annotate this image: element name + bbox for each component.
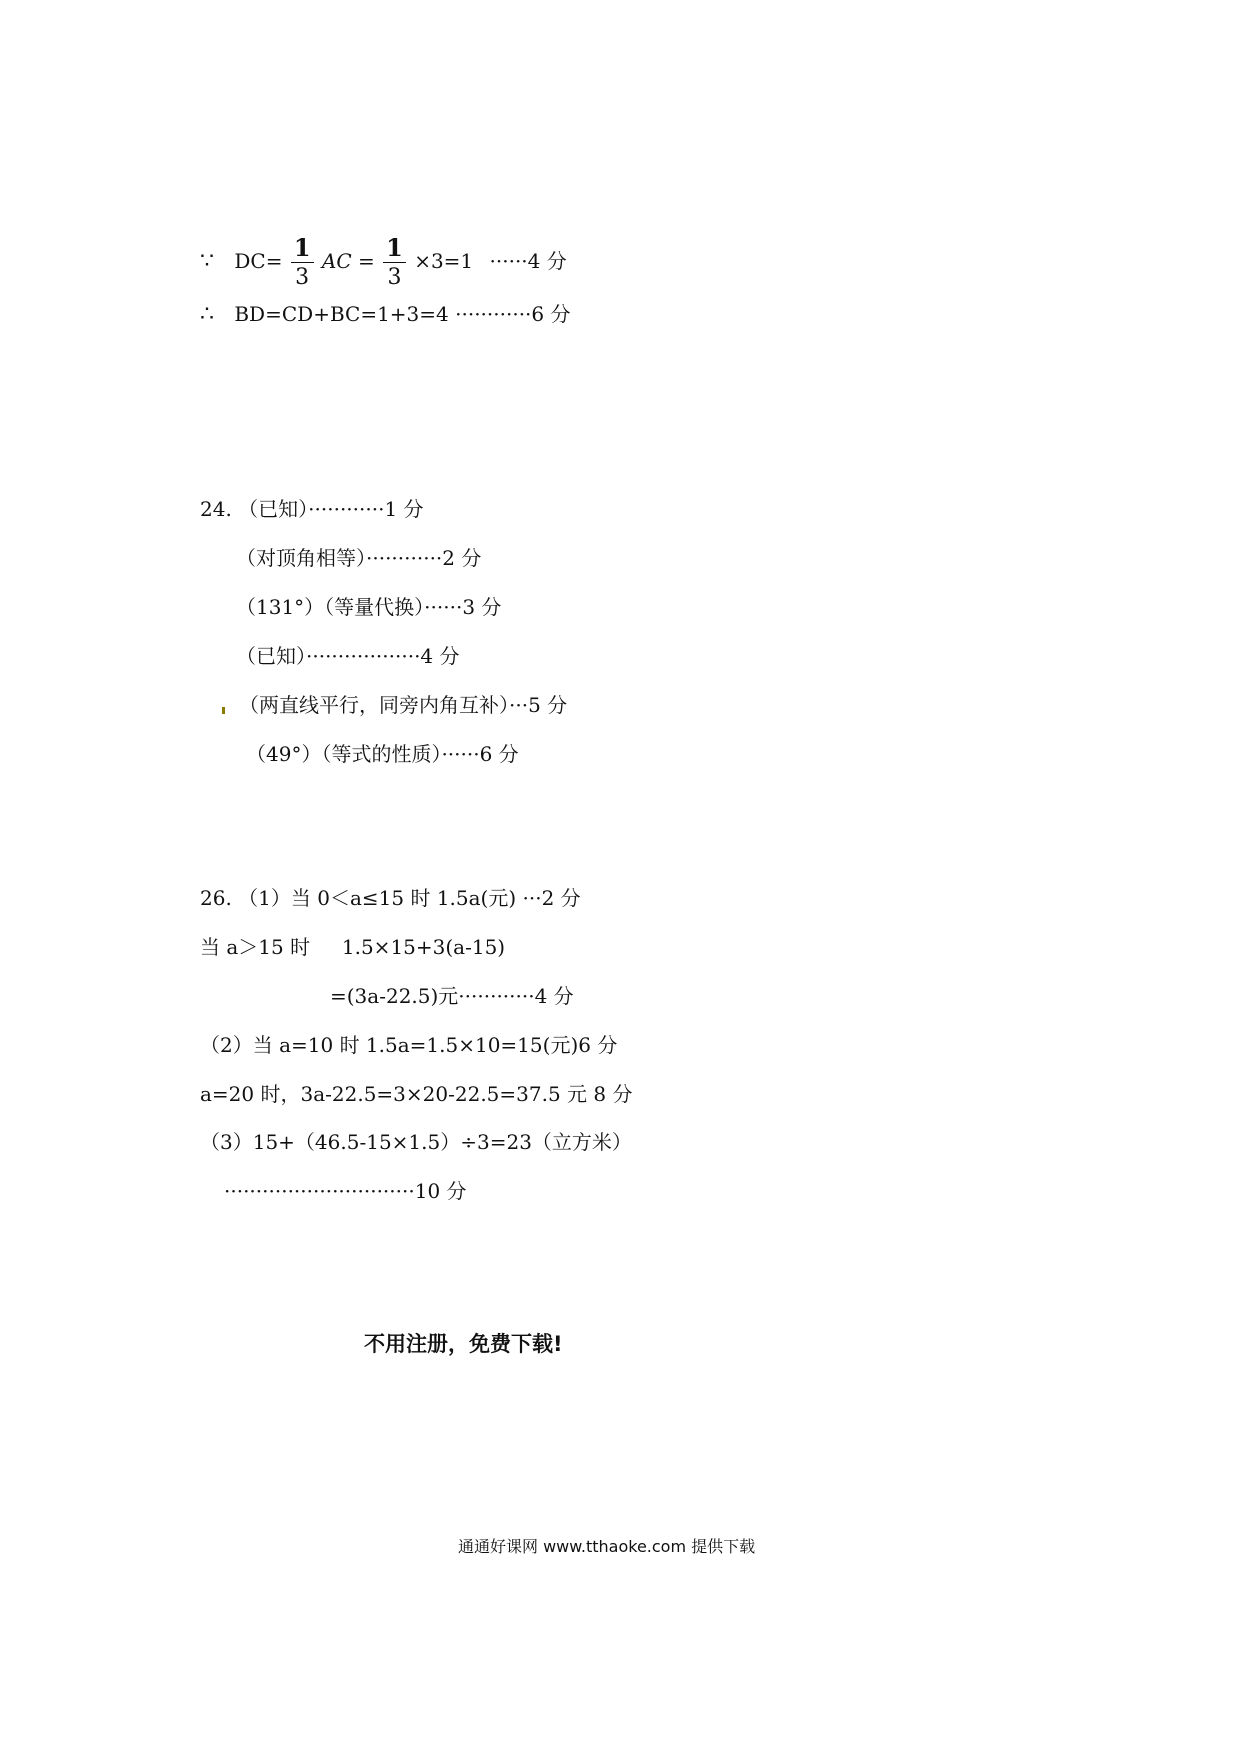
q24-line-5-text: （两直线平行，同旁内角互补）···5 分 [239, 693, 568, 717]
stray-mark [222, 707, 225, 714]
equals-sign: = [358, 249, 382, 273]
q24-line-3: （131°）（等量代换）······3 分 [236, 595, 502, 619]
score-4: ······4 分 [489, 249, 567, 273]
therefore-symbol: ∴ [200, 302, 214, 327]
fraction-numerator: 1 [291, 236, 314, 263]
q26-line-7: ······························10 分 [224, 1179, 467, 1203]
q26-line-2: 当 a＞15 时 1.5×15+3(a-15) [200, 935, 506, 959]
free-download-notice: 不用注册，免费下载! [364, 1332, 563, 1356]
product-expression: ×3=1 [414, 249, 474, 273]
q23-line-2 [200, 300, 571, 329]
q24-line-5 [222, 691, 567, 719]
q26-line-4: （2）当 a=10 时 1.5a=1.5×10=15(元)6 分 [200, 1033, 618, 1057]
score-6: ············6 分 [455, 302, 571, 326]
fraction-one-third-b [383, 233, 406, 290]
dc-label: DC= [234, 249, 283, 273]
fraction-numerator: 1 [383, 236, 406, 263]
page-footer: 通通好课网 www.tthaoke.com 提供下载 [458, 1537, 756, 1556]
q26-line-5: a=20 时，3a-22.5=3×20-22.5=37.5 元 8 分 [200, 1082, 633, 1106]
ac-term: AC [321, 249, 352, 273]
because-symbol: ∵ [200, 249, 214, 274]
q24-line-6: （49°）（等式的性质）······6 分 [246, 742, 519, 766]
q23-line-1 [200, 233, 567, 290]
q26-line-3: =(3a-22.5)元············4 分 [330, 984, 574, 1008]
q26-line-1: 26. （1）当 0＜a≤15 时 1.5a(元) ···2 分 [200, 886, 581, 910]
bd-expression: BD=CD+BC=1+3=4 [234, 302, 449, 326]
fraction-one-third-a [291, 233, 314, 290]
fraction-denominator: 3 [387, 265, 402, 290]
q24-line-4: （已知）··················4 分 [236, 644, 460, 668]
fraction-denominator: 3 [295, 265, 310, 290]
q24-line-1: 24. （已知）············1 分 [200, 497, 424, 521]
q24-line-2: （对顶角相等）············2 分 [236, 546, 482, 570]
q26-line-6: （3）15+（46.5-15×1.5）÷3=23（立方米） [200, 1130, 632, 1154]
